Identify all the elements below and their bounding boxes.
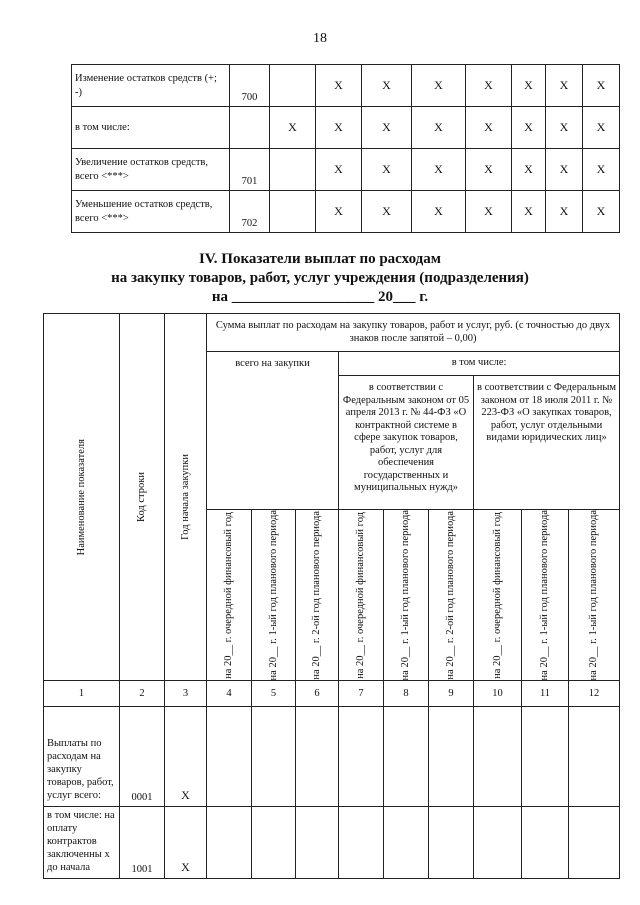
x-mark: X [546,149,583,191]
x-mark: X [466,191,512,233]
col-number: 12 [569,681,620,707]
x-mark: X [316,107,362,149]
period-header: на 20__ г. 2-ой год планового периода [296,510,339,681]
col-number: 9 [429,681,474,707]
col-number: 3 [165,681,207,707]
period-header: на 20__ г. 1-ый год планового периода [522,510,569,681]
table-row [44,707,620,807]
row-name: Изменение остатков средств (+; -) [72,65,230,107]
col3-cell [270,149,316,191]
col-number: 6 [296,681,339,707]
law44-header: в соответствии с Федеральным законом от 05 апреля 2013 г. № 44-ФЗ «О контрактной системе в сфере закупок товаров, работ, услуг для обеспечения государственных и муниципальных нужд» [339,376,474,510]
col-number: 2 [120,681,165,707]
row-year: X [165,807,207,879]
col-code-header: Код строки [120,314,165,681]
section-title-line3: на ___________________ 20___ г. [211,289,429,305]
law223-header: в соответствии с Федеральным законом от 18 июля 2011 г. № 223-ФЗ «О закупках товаров, работ, услуг отдельными видами юридических лиц» [474,376,620,510]
x-mark: X [512,191,546,233]
period-header: на 20__ г. очередной финансовый год [207,510,252,681]
balance-row [72,107,620,149]
col-number: 8 [384,681,429,707]
x-mark: X [362,107,412,149]
row-code: 701 [230,149,270,191]
col-number: 11 [522,681,569,707]
x-mark: X [466,65,512,107]
value-cell [252,807,296,879]
col-number: 4 [207,681,252,707]
table-row [44,807,620,879]
page-number: 18 [313,31,327,46]
row-code: 0001 [120,707,165,807]
value-cell [252,707,296,807]
x-mark: X [362,191,412,233]
value-cell [429,707,474,807]
value-cell [384,707,429,807]
value-cell [384,807,429,879]
x-mark: X [512,149,546,191]
x-mark: X [512,65,546,107]
row-code [230,107,270,149]
x-mark: X [466,149,512,191]
x-mark: X [412,149,466,191]
value-cell [522,807,569,879]
value-cell [474,707,522,807]
col-year-header: Год начала закупки [165,314,207,681]
x-mark: X [316,149,362,191]
period-header: на 20__ г. очередной финансовый год [474,510,522,681]
col-number: 10 [474,681,522,707]
x-mark: X [362,149,412,191]
row-code: 700 [230,65,270,107]
x-mark: X [546,107,583,149]
x-mark: X [583,149,620,191]
row-code: 702 [230,191,270,233]
col-number: 7 [339,681,384,707]
value-cell [522,707,569,807]
period-header: на 20__ г. 1-ый год планового периода [252,510,296,681]
x-mark: X [316,65,362,107]
balance-row [72,191,620,233]
row-name: Уменьшение остатков средств, всего <***> [72,191,230,233]
value-cell [569,807,620,879]
x-mark: X [412,191,466,233]
period-header: на 20__ г. очередной финансовый год [339,510,384,681]
row-name: в том числе: на оплату контрактов заключенны х до начала [44,807,120,879]
section-title-line1: IV. Показатели выплат по расходам [199,251,441,267]
value-cell [474,807,522,879]
sum-header: Сумма выплат по расходам на закупку товаров, работ и услуг, руб. (с точностью до двух знаков после запятой – 0,00) [207,314,620,352]
col3-cell [270,191,316,233]
section-title-line2: на закупку товаров, работ, услуг учреждения (подразделения) [111,270,529,286]
period-header: на 20__ г. 1-ый год планового периода [384,510,429,681]
col-name-header: Наименование показателя [44,314,120,681]
x-mark: X [512,107,546,149]
balance-change-table [71,64,620,233]
period-header: на 20__ г. 2-ой год планового периода [429,510,474,681]
value-cell [339,707,384,807]
total-header: всего на закупки [207,352,339,510]
col3-cell: X [270,107,316,149]
value-cell [296,807,339,879]
x-mark: X [583,107,620,149]
x-mark: X [412,65,466,107]
col-number: 5 [252,681,296,707]
value-cell [296,707,339,807]
value-cell [569,707,620,807]
value-cell [429,807,474,879]
x-mark: X [583,191,620,233]
balance-row [72,65,620,107]
row-name: Увеличение остатков средств, всего <***> [72,149,230,191]
value-cell [339,807,384,879]
col3-cell [270,65,316,107]
x-mark: X [546,65,583,107]
row-code: 1001 [120,807,165,879]
row-name: Выплаты по расходам на закупку товаров, работ, услуг всего: [44,707,120,807]
balance-row [72,149,620,191]
x-mark: X [466,107,512,149]
row-name: в том числе: [72,107,230,149]
purchase-payments-table [43,313,620,879]
x-mark: X [362,65,412,107]
value-cell [207,807,252,879]
col-number: 1 [44,681,120,707]
x-mark: X [546,191,583,233]
value-cell [207,707,252,807]
period-header: на 20__ г. 1-ый год планового периода [569,510,620,681]
including-header: в том числе: [339,352,620,376]
x-mark: X [583,65,620,107]
x-mark: X [412,107,466,149]
x-mark: X [316,191,362,233]
row-year: X [165,707,207,807]
